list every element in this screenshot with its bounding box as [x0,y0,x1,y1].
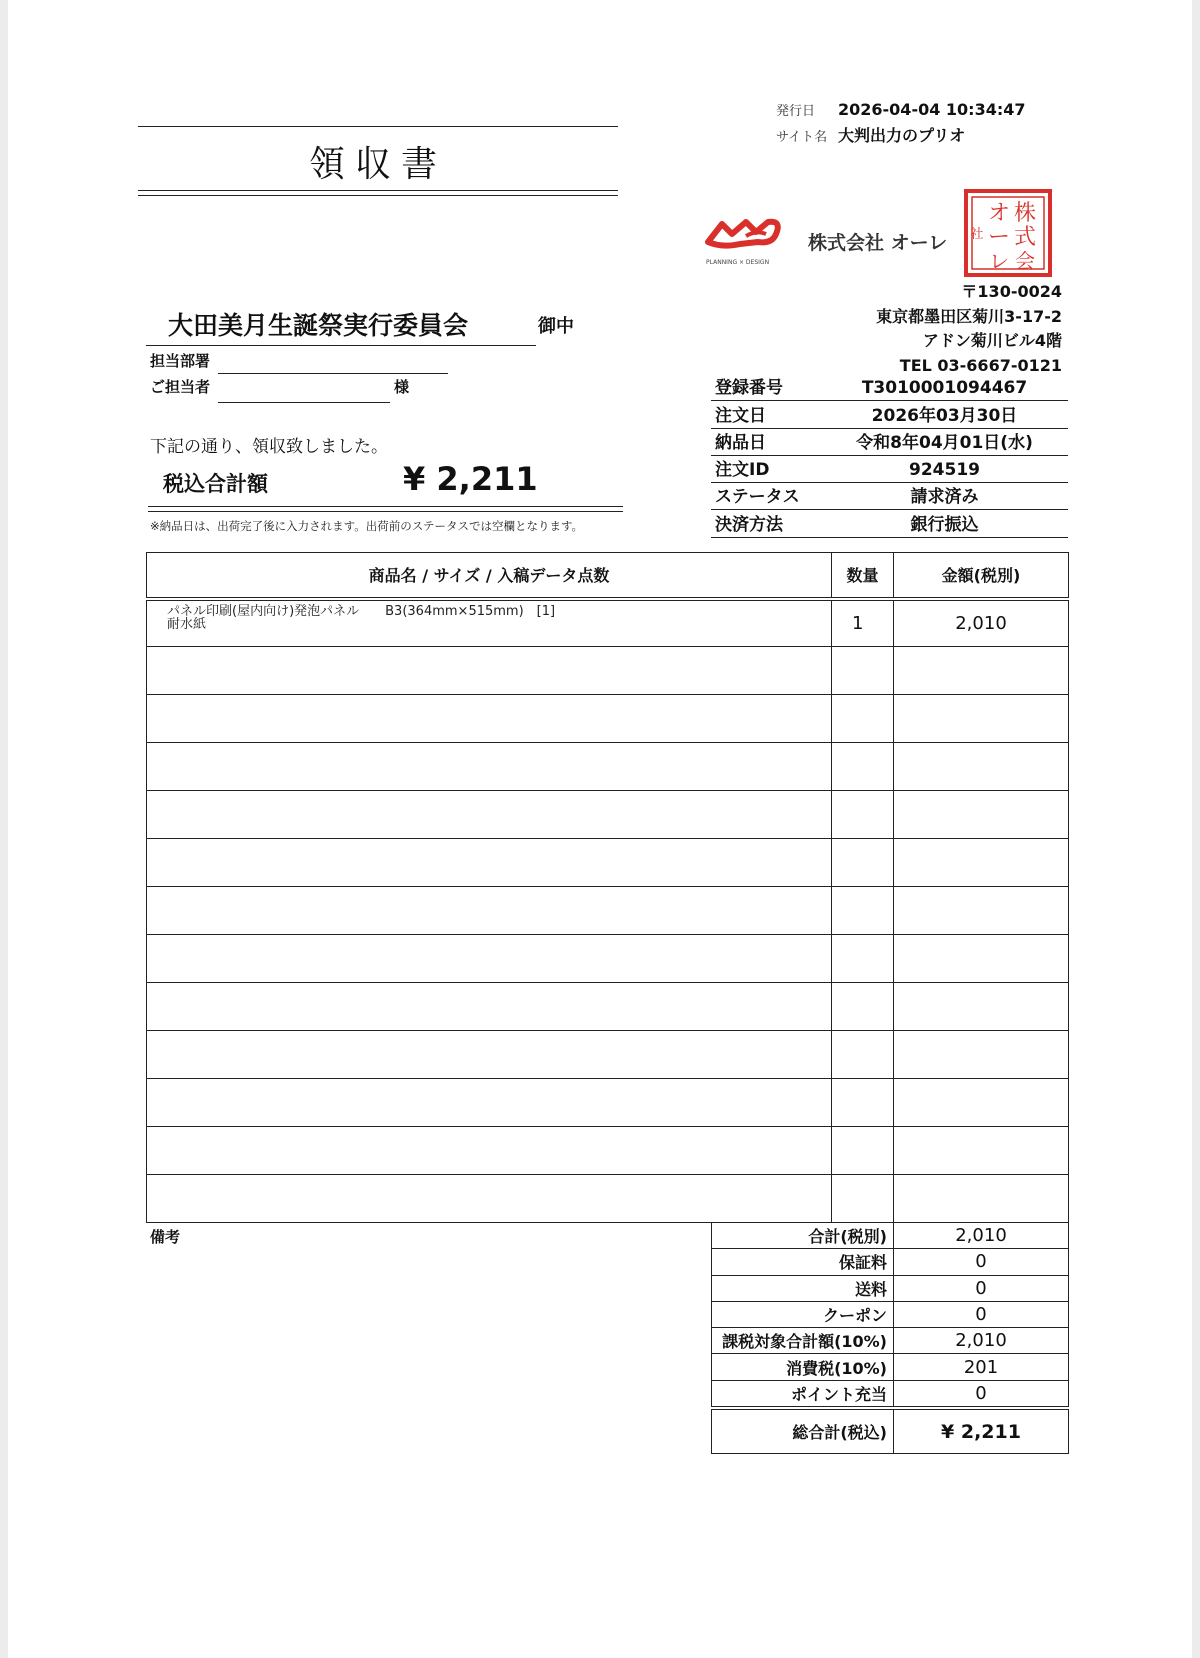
table-row [147,599,1069,647]
total-rule [148,506,623,507]
registration-number-value: T3010001094467 [861,378,1028,399]
coupon-value: 0 [894,1301,1069,1327]
empty-cell [147,791,832,839]
svg-text:式: 式 [1013,225,1037,250]
delivery-date-value: 令和8年04月01日(水) [856,432,1033,453]
subtotal-label: 合計(税別) [712,1223,894,1249]
svg-text:社: 社 [970,227,984,242]
item-name-cell [147,599,832,647]
grand-total-value: ¥ 2,211 [894,1410,1069,1454]
address-line-1: 東京都墨田区菊川3-17-2 [876,306,1062,326]
empty-cell [894,743,1069,791]
empty-cell [894,1127,1069,1175]
table-row [147,1079,1069,1127]
grand-total-row [712,1410,1069,1454]
address-line-2: アドン菊川ビル4階 [922,331,1062,350]
issue-meta [776,100,1076,146]
empty-cell [894,791,1069,839]
site-name-value: 大判出力のプリオ [838,126,966,145]
empty-cell [832,743,894,791]
order-info-row [711,374,1068,401]
item-name-line-2: 耐水紙 [167,616,207,632]
grand-total-label: 総合計(税込) [712,1410,894,1454]
total-amount-label: 税込合計額 [163,472,268,496]
order-date-value: 2026年03月30日 [871,405,1018,426]
contact-person-field-line [218,402,390,403]
empty-cell [147,1079,832,1127]
issue-date-label: 発行日 [776,104,816,119]
empty-cell [832,983,894,1031]
empty-cell [147,935,832,983]
table-row [147,647,1069,695]
empty-cell [832,1031,894,1079]
table-row [147,839,1069,887]
recipient-underline [146,345,536,346]
svg-text:会: 会 [1015,249,1035,273]
order-info-table [711,374,1068,538]
empty-cell [832,839,894,887]
company-seal [963,188,1053,278]
company-name: 株式会社 オーレ [808,232,948,254]
shipping-value: 0 [894,1275,1069,1301]
receipt-page [8,0,1192,1658]
total-rule-double [148,511,623,512]
order-id-value: 924519 [909,460,980,481]
site-name-row [776,123,1076,146]
guarantee-fee-value: 0 [894,1249,1069,1275]
company-address [788,280,1062,378]
summary-row [712,1275,1069,1301]
empty-cell [147,983,832,1031]
table-row [147,1127,1069,1175]
empty-cell [147,1127,832,1175]
items-table [146,552,1069,1223]
empty-cell [832,647,894,695]
summary-row [712,1249,1069,1275]
item-quantity-cell: 1 [832,599,894,647]
column-header-quantity: 数量 [832,553,894,599]
empty-cell [147,1031,832,1079]
summary-row [712,1223,1069,1249]
taxable-total-label: 課税対象合計額(10%) [712,1328,894,1354]
table-row [147,887,1069,935]
summary-row [712,1354,1069,1380]
order-id-label: 注文ID [715,460,770,481]
empty-cell [894,935,1069,983]
contact-honorific: 様 [394,378,410,396]
status-label: ステータス [715,487,800,508]
table-row [147,743,1069,791]
empty-cell [832,1079,894,1127]
svg-text:レ: レ [989,249,1009,273]
column-header-amount: 金額(税別) [894,553,1069,599]
summary-row [712,1328,1069,1354]
order-info-row [711,483,1068,510]
shipping-label: 送料 [712,1275,894,1301]
empty-cell [832,1175,894,1223]
table-row [147,1175,1069,1223]
table-row [147,791,1069,839]
column-header-product: 商品名 / サイズ / 入稿データ点数 [147,553,832,599]
guarantee-fee-label: 保証料 [712,1249,894,1275]
order-info-row [711,429,1068,456]
site-name-label: サイト名 [776,130,828,145]
company-seal-icon [963,188,1053,278]
empty-cell [894,695,1069,743]
table-row [147,935,1069,983]
issue-date-value: 2026-04-04 10:34:47 [838,100,1026,119]
logo-caption: PLANNING × DESIGN [706,259,770,266]
department-label: 担当部署 [150,352,211,370]
items-header-row [147,553,1069,599]
title-rule-bottom-double [138,195,618,196]
payment-method-value: 銀行振込 [910,514,979,535]
recipient-suffix: 御中 [538,316,574,337]
empty-cell [894,1031,1069,1079]
page-title: 領収書 [308,144,447,185]
empty-cell [147,743,832,791]
order-date-label: 注文日 [715,405,766,426]
empty-cell [894,1175,1069,1223]
title-rule-top [138,126,618,127]
order-info-row [711,456,1068,483]
empty-cell [832,1127,894,1175]
empty-cell [147,1175,832,1223]
coupon-label: クーポン [712,1301,894,1327]
registration-number-label: 登録番号 [715,378,783,399]
delivery-date-label: 納品日 [715,432,766,453]
empty-cell [832,695,894,743]
summary-row [712,1301,1069,1327]
payment-method-label: 決済方法 [715,514,783,535]
summary-row [712,1380,1069,1406]
empty-cell [894,1079,1069,1127]
points-applied-label: ポイント充当 [712,1380,894,1406]
delivery-date-note: ※納品日は、出荷完了後に入力されます。出荷前のステータスでは空欄となります。 [150,519,584,533]
taxable-total-value: 2,010 [894,1328,1069,1354]
empty-cell [147,839,832,887]
empty-cell [147,647,832,695]
grand-total-table [711,1409,1069,1454]
company-logo [702,212,796,268]
contact-person-label: ご担当者 [150,378,211,396]
table-row [147,695,1069,743]
total-amount-value: ¥ 2,211 [403,460,538,498]
order-info-row [711,401,1068,428]
empty-cell [147,887,832,935]
summary-table [711,1222,1069,1407]
svg-text:株: 株 [1013,201,1037,226]
order-info-row [711,510,1068,537]
points-applied-value: 0 [894,1380,1069,1406]
item-name-line-1: パネル印刷(屋内向け)発泡パネル B3(364mm×515mm) [1] [167,603,556,619]
department-field-line [218,373,448,374]
table-row [147,983,1069,1031]
svg-text:オ: オ [987,201,1011,226]
empty-cell [894,887,1069,935]
empty-cell [832,791,894,839]
empty-cell [894,647,1069,695]
empty-cell [894,983,1069,1031]
status-value: 請求済み [910,487,979,508]
empty-cell [832,887,894,935]
postal-code: 〒130-0024 [961,282,1062,301]
aule-logo-icon [702,212,796,268]
received-statement: 下記の通り、領収致しました。 [150,437,388,457]
empty-cell [832,935,894,983]
company-tel: TEL 03-6667-0121 [899,355,1062,375]
table-row [147,1031,1069,1079]
title-rule-bottom [138,190,618,191]
issue-date-row [776,100,1076,123]
svg-text:ー: ー [987,225,1011,250]
empty-cell [894,839,1069,887]
recipient-name: 大田美月生誕祭実行委員会 [168,311,469,340]
remarks-label: 備考 [150,1228,181,1246]
subtotal-value: 2,010 [894,1223,1069,1249]
consumption-tax-label: 消費税(10%) [712,1354,894,1380]
item-amount-cell: 2,010 [894,599,1069,647]
empty-cell [147,695,832,743]
consumption-tax-value: 201 [894,1354,1069,1380]
